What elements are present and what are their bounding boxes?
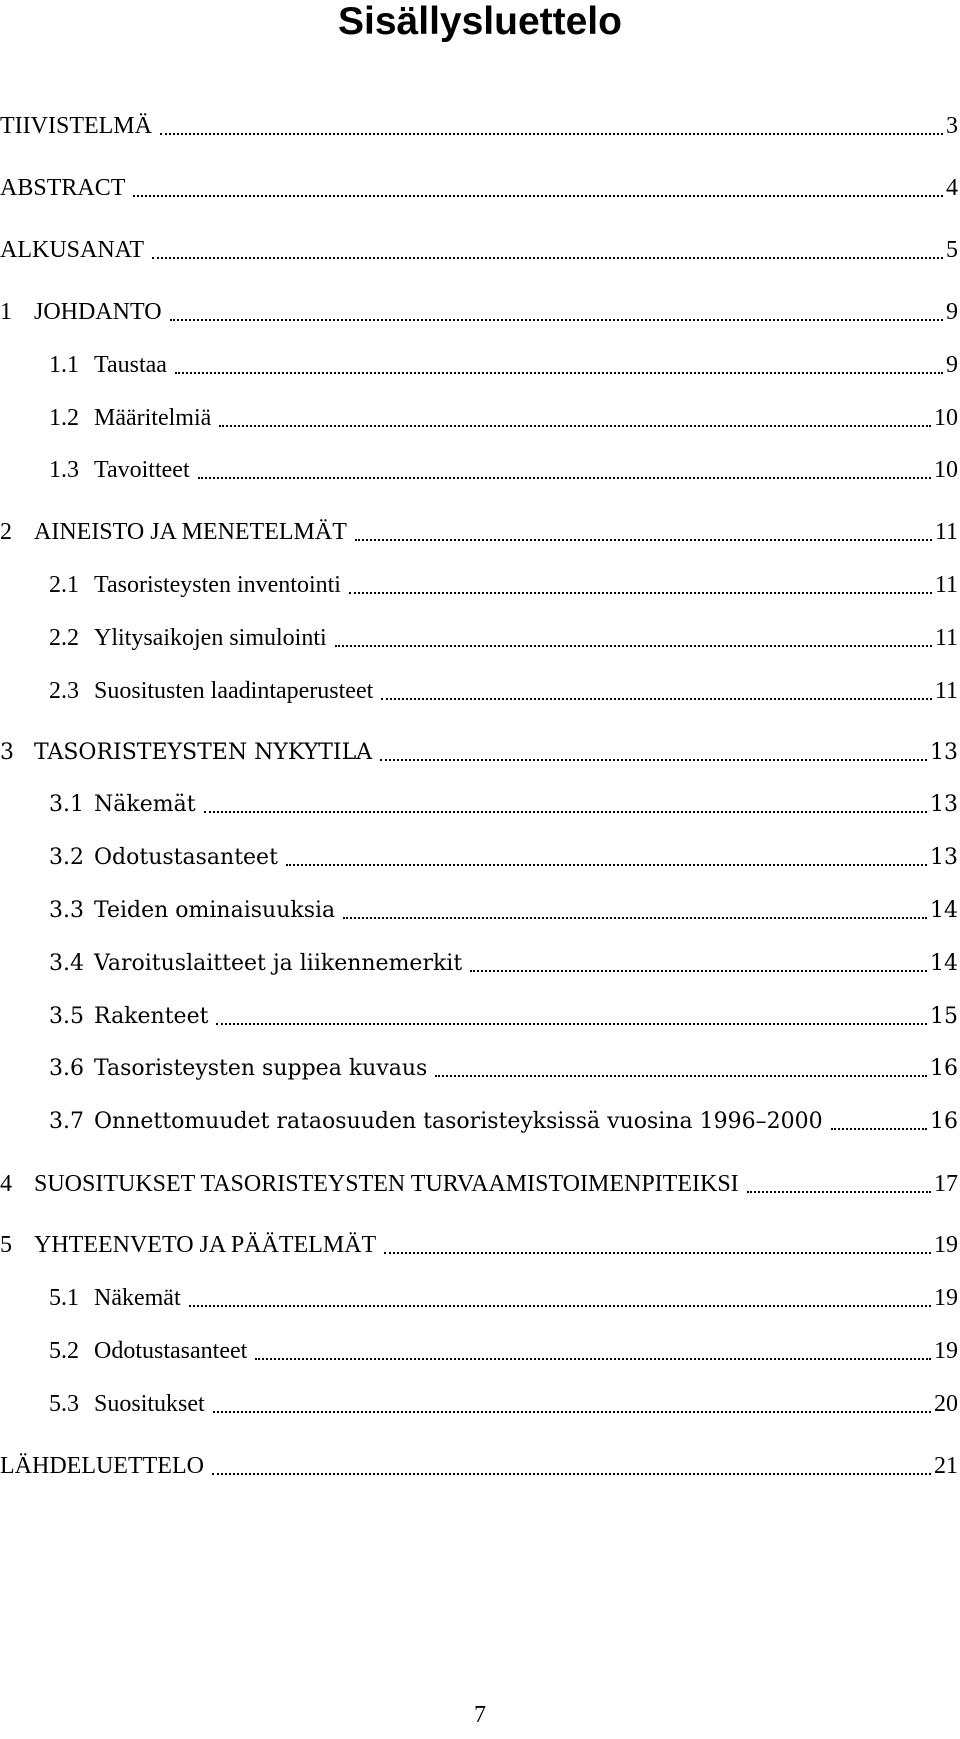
toc-entry-page: 5 [946,237,958,263]
toc-entry-page: 21 [934,1453,958,1479]
toc-entry-number: 5.1 [49,1285,79,1311]
toc-entry-label: Tasoristeysten suppea kuvaus [94,1056,428,1081]
toc-entry-laadintaperusteet[interactable] [0,676,958,706]
toc-entry-number: 1 [0,299,12,325]
page-number: 7 [474,1702,486,1728]
toc-entry-page: 9 [946,299,958,325]
dot-leader [160,132,943,135]
toc-entry-aineisto[interactable] [0,517,958,547]
dot-leader [384,1251,931,1254]
toc-entry-label: Odotustasanteet [94,845,278,870]
toc-entry-label: Onnettomuudet rataosuuden tasoristeyksissä vuosina 1996–2000 [94,1109,823,1134]
toc-entry-number: 2.3 [49,678,79,704]
dot-leader [204,810,927,813]
toc-entry-johdanto[interactable] [0,297,958,327]
toc-entry-label: JOHDANTO [34,299,162,325]
toc-entry-simulointi[interactable] [0,623,958,653]
toc-entry-label: Määritelmiä [94,405,212,431]
toc-entry-lahdeluettelo[interactable] [0,1451,958,1481]
toc-entry-label: Odotustasanteet [94,1338,248,1364]
dot-leader [198,476,931,479]
dot-leader [831,1127,927,1130]
toc-entry-varoituslaitteet[interactable] [0,949,958,979]
toc-entry-alkusanat[interactable] [0,235,958,265]
toc-entry-page: 13 [930,792,958,817]
toc-entry-label: Taustaa [94,352,167,378]
toc-entry-odotustasanteet[interactable] [0,843,958,873]
toc-entry-page: 20 [934,1391,958,1417]
toc-entry-page: 19 [934,1232,958,1258]
toc-entry-number: 5.3 [49,1391,79,1417]
toc-entry-page: 11 [934,625,958,651]
page-title: Sisällysluettelo [338,0,622,43]
toc-entry-teiden-ominaisuuksia[interactable] [0,896,958,926]
toc-entry-tiivistelma[interactable] [0,111,958,141]
toc-entry-nakemat[interactable] [0,790,958,820]
toc-entry-page: 10 [934,405,958,431]
toc-entry-odotustasanteet-5[interactable] [0,1336,958,1366]
toc-entry-label: Näkemät [94,792,196,817]
toc-entry-number: 3.1 [49,792,84,817]
toc-entry-maaritelmia[interactable] [0,403,958,433]
toc-entry-label: Suositusten laadintaperusteet [94,678,374,704]
toc-entry-page: 3 [946,113,958,139]
toc-entry-suppea-kuvaus[interactable] [0,1054,958,1084]
dot-leader [349,591,932,594]
toc-entry-page: 13 [930,740,958,765]
toc-entry-nakemat-5[interactable] [0,1283,958,1313]
toc-entry-abstract[interactable] [0,173,958,203]
dot-leader [189,1304,931,1307]
dot-leader [380,758,927,761]
toc-entry-page: 13 [930,845,958,870]
toc-entry-tavoitteet[interactable] [0,455,958,485]
toc-entry-number: 3.5 [49,1004,84,1029]
dot-leader [470,969,927,972]
toc-entry-number: 3.7 [49,1109,84,1134]
toc-entry-label: SUOSITUKSET TASORISTEYSTEN TURVAAMISTOIMENPITEIKSI [34,1171,739,1197]
dot-leader [152,256,943,259]
dot-leader [219,424,931,427]
toc-entry-rakenteet[interactable] [0,1002,958,1032]
toc-entry-page: 10 [934,457,958,483]
dot-leader [170,318,943,321]
toc-entry-yhteenveto[interactable] [0,1230,958,1260]
toc-entry-page: 19 [934,1285,958,1311]
toc-entry-label: TIIVISTELMÄ [0,113,152,139]
toc-entry-label: Tasoristeysten inventointi [94,572,341,598]
toc-entry-onnettomuudet[interactable] [0,1107,958,1137]
toc-entry-page: 16 [930,1109,958,1134]
toc-entry-label: Näkemät [94,1285,181,1311]
toc-entry-page: 15 [930,1004,958,1029]
toc-entry-page: 14 [930,898,958,923]
dot-leader [747,1190,931,1193]
dot-leader [435,1074,927,1077]
toc-entry-suositukset-5[interactable] [0,1389,958,1419]
dot-leader [286,863,927,866]
dot-leader [355,538,932,541]
toc-entry-number: 3.3 [49,898,84,923]
toc-entry-number: 2.1 [49,572,79,598]
toc-entry-page: 19 [934,1338,958,1364]
toc-entry-label: YHTEENVETO JA PÄÄTELMÄT [34,1232,377,1258]
toc-entry-number: 5.2 [49,1338,79,1364]
toc-entry-number: 1.2 [49,405,79,431]
toc-entry-label: TASORISTEYSTEN NYKYTILA [34,740,373,765]
toc-entry-number: 4 [0,1171,12,1197]
toc-entry-number: 3.2 [49,845,84,870]
dot-leader [175,371,943,374]
dot-leader [216,1022,927,1025]
toc-entry-label: Suositukset [94,1391,205,1417]
toc-entry-page: 11 [934,678,958,704]
toc-entry-page: 4 [946,175,958,201]
dot-leader [213,1410,931,1413]
toc-entry-number: 3.6 [49,1056,84,1081]
toc-entry-number: 5 [0,1232,12,1258]
toc-entry-number: 1.1 [49,352,79,378]
dot-leader [381,697,932,700]
toc-entry-label: Tavoitteet [94,457,190,483]
toc-entry-number: 3 [0,740,14,765]
toc-entry-page: 11 [934,519,958,545]
toc-entry-label: ALKUSANAT [0,237,144,263]
toc-entry-label: LÄHDELUETTELO [0,1453,204,1479]
toc-entry-label: Rakenteet [94,1004,209,1029]
toc-entry-nykytila[interactable] [0,738,958,768]
toc-entry-label: ABSTRACT [0,175,126,201]
dot-leader [255,1357,931,1360]
toc-entry-inventointi[interactable] [0,570,958,600]
toc-entry-number: 1.3 [49,457,79,483]
toc-entry-label: Teiden ominaisuuksia [94,898,336,923]
dot-leader [343,916,927,919]
toc-entry-taustaa[interactable] [0,350,958,380]
toc-entry-number: 2 [0,519,12,545]
toc-entry-label: Varoituslaitteet ja liikennemerkit [94,951,463,976]
toc-entry-page: 16 [930,1056,958,1081]
toc-entry-page: 11 [934,572,958,598]
toc-entry-number: 2.2 [49,625,79,651]
toc-entry-number: 3.4 [49,951,84,976]
dot-leader [133,194,943,197]
toc-entry-page: 9 [946,352,958,378]
toc-entry-label: AINEISTO JA MENETELMÄT [34,519,347,545]
dot-leader [212,1472,931,1475]
toc-entry-page: 17 [934,1171,958,1197]
toc-entry-page: 14 [930,951,958,976]
toc-entry-label: Ylitysaikojen simulointi [94,625,327,651]
dot-leader [335,644,932,647]
toc-entry-suositukset-turvaamis[interactable] [0,1169,958,1199]
